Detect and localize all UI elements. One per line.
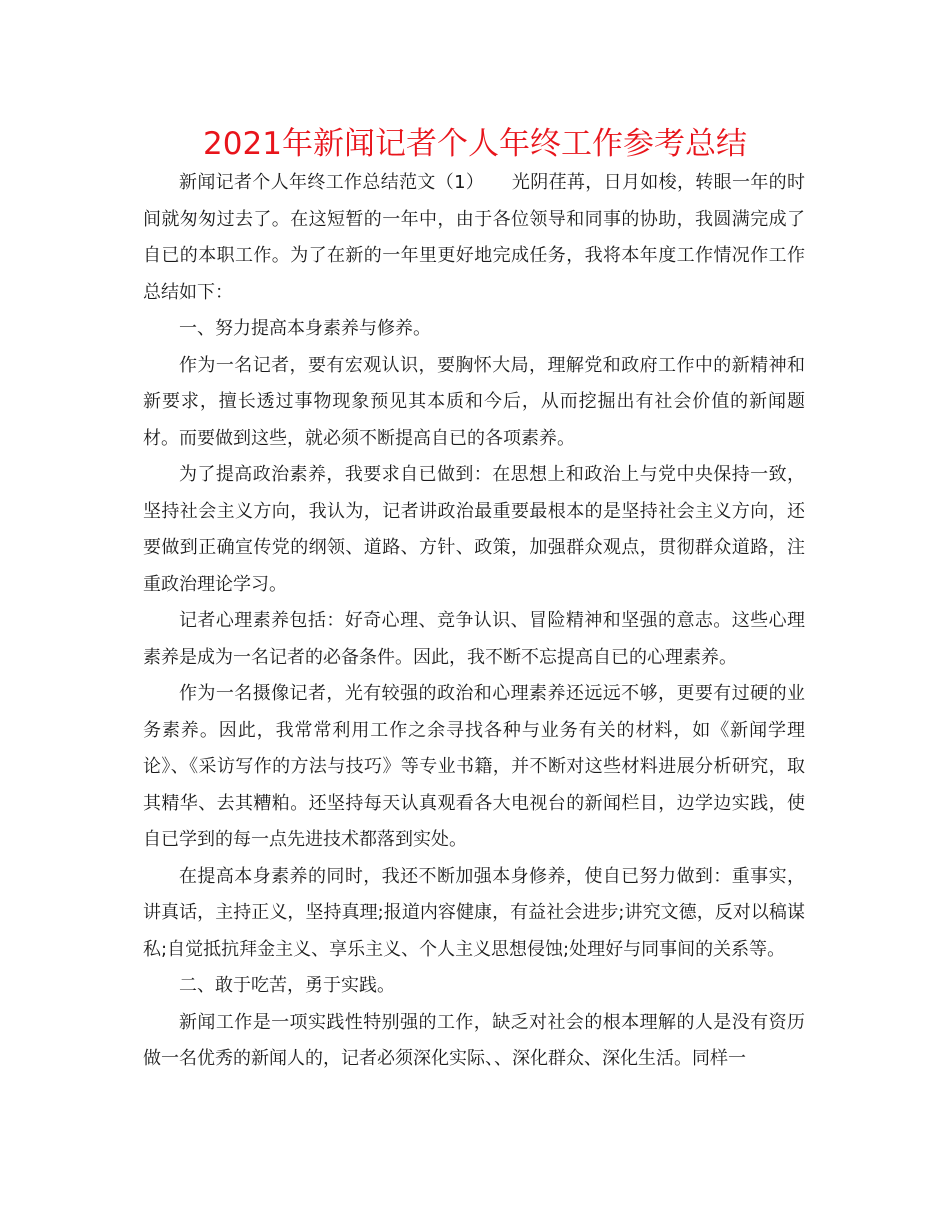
paragraph: 记者心理素养包括：好奇心理、竞争认识、冒险精神和坚强的意志。这些心理素养是成为一名记者的必备条件。因此，我不断不忘提高自已的心理素养。 xyxy=(143,610,805,668)
section-heading-1: 一、努力提高本身素养与修养。 xyxy=(179,318,431,339)
paragraph: 在提高本身素养的同时，我还不断加强本身修养，使自已努力做到：重事实，讲真话，主持正义，坚持真理;报道内容健康，有益社会进步;讲究文德，反对以稿谋私;自觉抵抗拜金主义、享乐主义、个人主义思想侵蚀;处理好与同事间的关系等。 xyxy=(143,865,805,960)
paragraph: 作为一名摄像记者，光有较强的政治和心理素养还远远不够，更要有过硬的业务素养。因此，我常常利用工作之余寻找各种与业务有关的材料，如《新闻学理论》、《采访写作的方法与技巧》等专业书籍，并不断对这些材料进展分析研究，取其精华、去其糟粕。还坚持每天认真观看各大电视台的新闻栏目，边学边实践，使自已学到的每一点先进技术都落到实处。 xyxy=(143,683,805,850)
paragraph: 新闻工作是一项实践性特别强的工作，缺乏对社会的根本理解的人是没有资历做一名优秀的新闻人的，记者必须深化实际、、深化群众、深化生活。同样一 xyxy=(143,1011,805,1069)
document-title: 2021年新闻记者个人年终工作参考总结 xyxy=(203,126,747,162)
paragraph: 为了提高政治素养，我要求自已做到：在思想上和政治上与党中央保持一致，坚持社会主义方向，我认为，记者讲政治最重要最根本的是坚持社会主义方向，还要做到正确宣传党的纲领、道路、方针、政策，加强群众观点，贯彻群众道路，注重政治理论学习。 xyxy=(143,464,805,595)
document-body xyxy=(143,165,805,1078)
paragraph: 作为一名记者，要有宏观认识，要胸怀大局，理解党和政府工作中的新精神和新要求，擅长透过事物现象预见其本质和今后，从而挖掘出有社会价值的新闻题材。而要做到这些，就必须不断提高自已的各项素养。 xyxy=(143,354,805,449)
section-heading-2: 二、敢于吃苦，勇于实践。 xyxy=(179,975,395,996)
paragraph-intro: 新闻记者个人年终工作总结范文（1） 光阴荏苒，日月如梭，转眼一年的时间就匆匆过去了。在这短暂的一年中，由于各位领导和同事的协助，我圆满完成了自已的本职工作。为了在新的一年里更好地完成任务，我将本年度工作情况作工作总结如下： xyxy=(143,172,805,303)
